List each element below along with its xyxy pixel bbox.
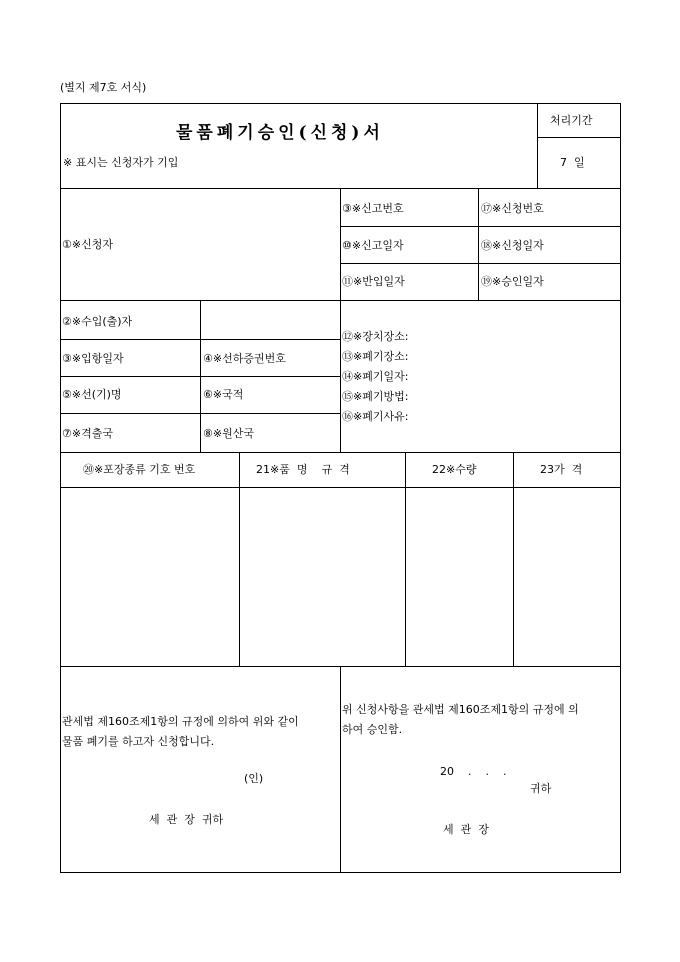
origin-country-field[interactable]: ⑧※원산국 [203,427,254,440]
report-date-field[interactable]: ⑩※신고일자 [342,239,404,252]
approval-statement-line1: 위 신청사항을 관세법 제160조제1항의 규정에 의 [342,703,579,716]
right-signatory: 세 관 장 [443,823,489,836]
approval-statement-line2: 하여 승인함. [342,723,403,736]
export-country-field[interactable]: ⑦※격출국 [62,427,113,440]
approval-date-field[interactable]: ⑲※승인일자 [481,275,544,288]
arrival-date-field[interactable]: ③※입항일자 [62,352,124,365]
form-title: 물품폐기승인(신청)서 [176,123,384,143]
import-date-field[interactable]: ⑪※반입일자 [342,275,405,288]
processing-period-value: 7 일 [560,156,585,169]
application-date-field[interactable]: ⑱※신청일자 [481,239,544,252]
processing-period-label: 처리기간 [550,114,593,127]
application-statement-line1: 관세법 제160조제1항의 규정에 의하여 위와 같이 [62,715,299,728]
application-statement-line2: 물품 폐기를 하고자 신청합니다. [62,735,215,748]
nationality-field[interactable]: ⑥※국적 [203,388,244,401]
entry-note: ※ 표시는 신청자가 기입 [63,156,179,169]
vessel-name-field[interactable]: ⑤※선(기)명 [62,388,122,401]
package-type-cell[interactable] [61,488,239,666]
column-item-spec: 21※품 명 규 격 [256,463,350,476]
form-label: (별지 제7호 서식) [60,81,147,94]
report-number-field[interactable]: ③※신고번호 [342,202,404,215]
right-addressee-suffix: 귀하 [530,782,552,795]
disposal-location-field[interactable]: ⑬※폐기장소: [342,350,409,363]
approval-date[interactable]: 20 . . . [440,765,507,778]
bl-number-field[interactable]: ④※선하증권번호 [203,352,286,365]
column-package-type: ⑳※포장종류 기호 번호 [83,463,196,476]
quantity-cell[interactable] [406,488,513,666]
column-price: 23가 격 [540,463,583,476]
seal-mark: (인) [244,772,264,785]
disposal-reason-field[interactable]: ⑯※폐기사유: [342,410,409,423]
application-number-field[interactable]: ⑰※신청번호 [481,202,544,215]
disposal-method-field[interactable]: ⑮※폐기방법: [342,390,409,403]
disposal-date-field[interactable]: ⑭※폐기일자: [342,370,409,383]
storage-location-field[interactable]: ⑫※장치장소: [342,330,409,343]
importer-field[interactable]: ②※수입(출)자 [62,315,133,328]
column-quantity: 22※수량 [432,463,477,476]
price-cell[interactable] [514,488,620,666]
item-spec-cell[interactable] [240,488,405,666]
applicant-field[interactable]: ①※신청자 [62,238,113,251]
left-addressee: 세 관 장 귀하 [149,813,224,826]
